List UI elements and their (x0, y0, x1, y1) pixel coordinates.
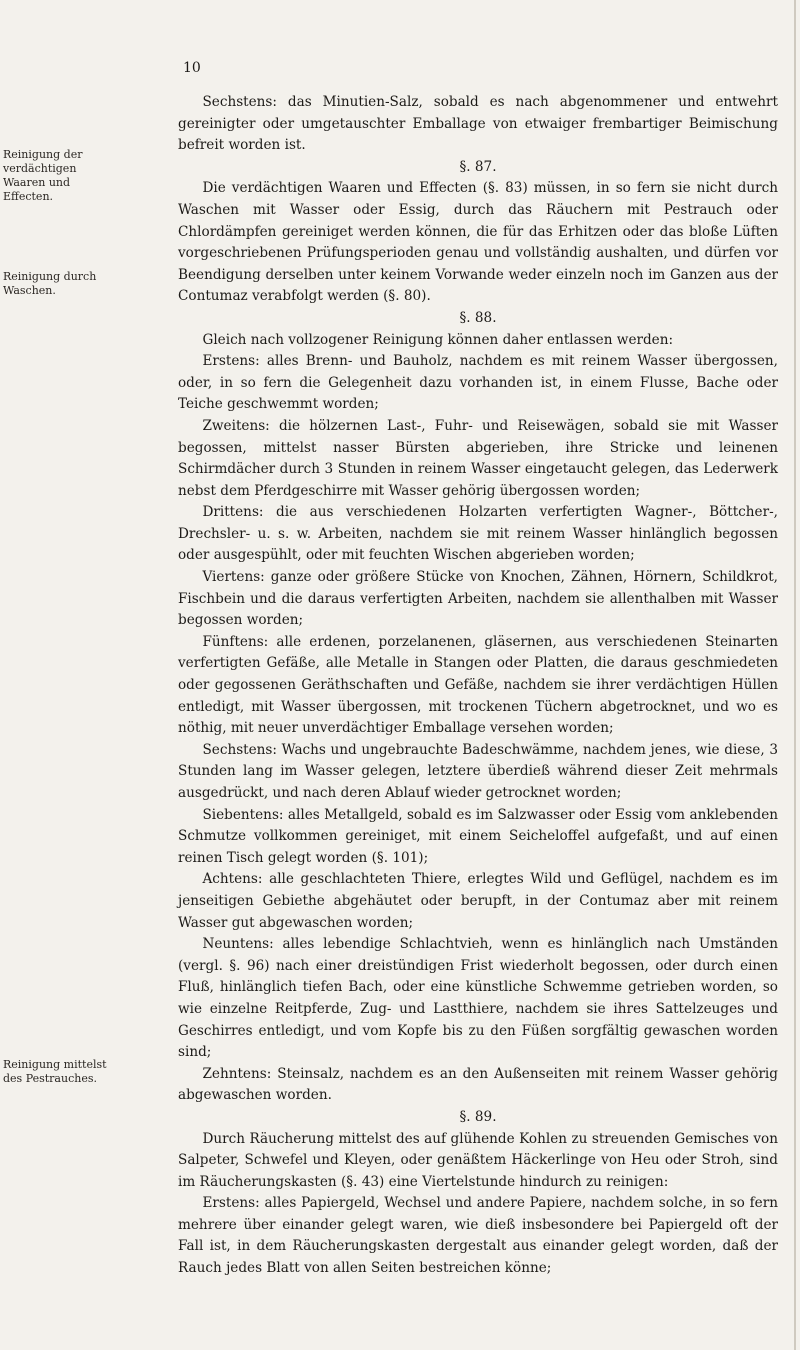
paragraph: Fünftens: alle erdenen, porzelanenen, gläsernen, aus verschiedenen Steinarten verfertigten Gefäße, alle Metalle in Stangen oder Platten, die daraus geschmiedeten oder gegossenen Geräthschaften und Gefäße, nachdem sie ihrer verdächtigen Hüllen entledigt, mit Wasser übergossen, mit trockenen Tüchern abgetrocknet, und wo es nöthig, mit neuer unverdächtiger Emballage versehen worden; (178, 633, 778, 737)
paragraph: Die verdächtigen Waaren und Effecten (§. 83) müssen, in so fern sie nicht durch Waschen mit Wasser oder Essig, durch das Räuchern mit Pestrauch oder Chlordämpfen gereiniget werden können, die für das Erhitzen oder das bloße Lüften vorgeschriebenen Prüfungsperioden genau und vollständig aushalten, und dürfen vor Beendigung derselben unter keinem Vorwande weder einzeln noch im Ganzen aus der Contumaz verabfolgt werden (§. 80). (178, 180, 778, 305)
body-text (178, 92, 778, 1280)
paragraph: Sechstens: das Minutien-Salz, sobald es nach abgenommener und entwehrt gereinigter oder umgetauschter Emballage von etwaiger frembartiger Beimischung befreit worden ist. (178, 94, 778, 154)
paragraph: Erstens: alles Brenn- und Bauholz, nachdem es mit reinem Wasser übergossen, oder, in so fern die Gelegenheit dazu vorhanden ist, in einem Flusse, Bache oder Teiche geschwemmt worden; (178, 353, 778, 413)
paragraph: Durch Räucherung mittelst des auf glühende Kohlen zu streuenden Gemisches von Salpeter, Schwefel und Kleyen, oder genäßtem Häckerlinge von Heu oder Stroh, sind im Räucherungskasten (§. 43) eine Viertelstunde hindurch zu reinigen: (178, 1130, 778, 1190)
paragraph: Drittens: die aus verschiedenen Holzarten verfertigten Wagner-, Böttcher-, Drechsler- u. s. w. Arbeiten, nachdem sie mit reinem Wasser hinlänglich begossen oder ausgespühlt, oder mit feuchten Wischen abgerieben worden; (178, 504, 778, 564)
page-number: 10 (183, 60, 201, 76)
paragraph: Neuntens: alles lebendige Schlachtvieh, wenn es hinlänglich nach Umständen (vergl. §. 96) nach einer dreistündigen Frist wiederholt begossen, oder durch einen Fluß, hinlänglich tiefen Bach, oder eine künstliche Schwemme getrieben worden, so wie einzelne Reitpferde, Zug- und Lastthiere, nachdem sie ihres Sattelzeuges und Geschirres entledigt, und vom Kopfe bis zu den Füßen sorgfältig gewaschen worden sind; (178, 936, 778, 1061)
page-edge-line (794, 0, 796, 1350)
paragraph: Zehntens: Steinsalz, nachdem es an den Außenseiten mit reinem Wasser gehörig abgewaschen worden. (178, 1065, 778, 1104)
paragraph: Siebentens: alles Metallgeld, sobald es im Salzwasser oder Essig vom anklebenden Schmutze vollkommen gereiniget, mit einem Seicheloffel aufgefaßt, und auf einen reinen Tisch gelegt worden (§. 101); (178, 806, 778, 866)
section-heading: §. 88. (459, 309, 497, 326)
paragraph: Achtens: alle geschlachteten Thiere, erlegtes Wild und Geflügel, nachdem es im jenseitigen Gebiethe abgehäutet oder berupft, in der Contumaz aber mit reinem Wasser gut abgewaschen worden; (178, 871, 778, 931)
paragraph: Gleich nach vollzogener Reinigung können daher entlassen werden: (202, 331, 674, 348)
margin-note-pestrauch: Reinigung mittelst des Pestrauches. (3, 1058, 107, 1085)
paragraph: Zweitens: die hölzernen Last-, Fuhr- und Reisewägen, sobald sie mit Wasser begossen, mittelst nasser Bürsten abgerieben, ihre Stricke und leinenen Schirmdächer durch 3 Stunden in reinem Wasser eingetaucht gelegen, das Lederwerk nebst dem Pferdgeschirre mit Wasser gehörig übergossen worden; (178, 417, 778, 499)
section-heading: §. 87. (459, 158, 497, 175)
paragraph: Sechstens: Wachs und ungebrauchte Badeschwämme, nachdem jenes, wie diese, 3 Stunden lang im Wasser gelegen, letztere überdieß während dieser Zeit mehrmals ausgedrückt, und nach deren Ablauf wieder getrocknet worden; (178, 741, 778, 801)
margin-note-washing-goods: Reinigung der verdächtigen Waaren und Effecten. (3, 148, 83, 203)
paragraph: Viertens: ganze oder größere Stücke von Knochen, Zähnen, Hörnern, Schildkrot, Fischbein und die daraus verfertigten Arbeiten, nachdem sie allenthalben mit Wasser begossen worden; (178, 569, 778, 629)
margin-note-washing: Reinigung durch Waschen. (3, 270, 97, 297)
section-heading: §. 89. (459, 1108, 497, 1125)
paragraph: Erstens: alles Papiergeld, Wechsel und andere Papiere, nachdem solche, in so fern mehrere über einander gelegt waren, wie dieß insbesondere bei Papiergeld oft der Fall ist, in dem Räucherungskasten dergestalt aus einander gelegt worden, daß der Rauch jedes Blatt von allen Seiten bestreichen könne; (178, 1195, 778, 1277)
